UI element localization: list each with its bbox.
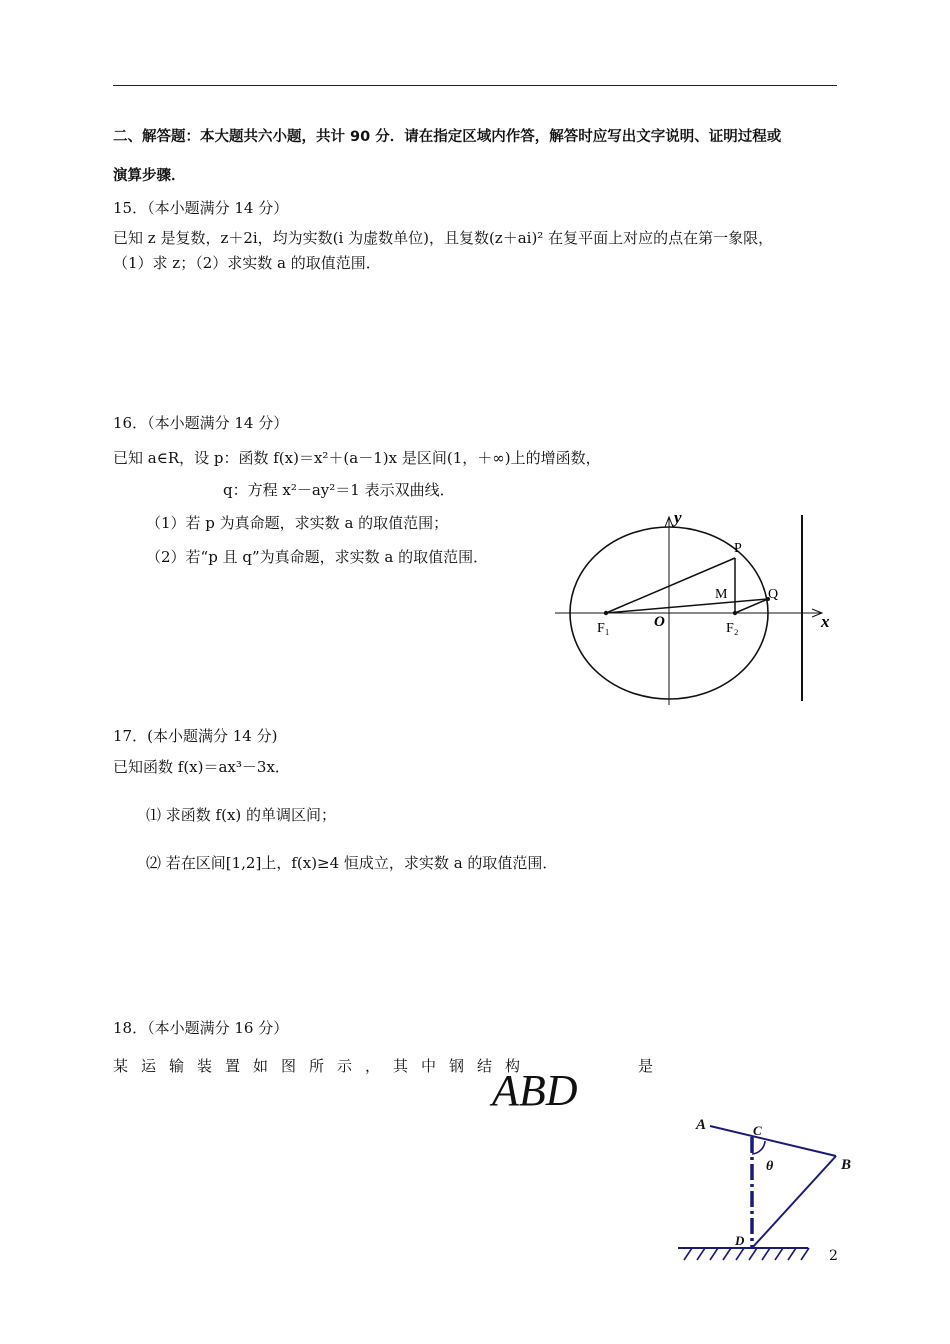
q15-line1: 已知 z 是复数，z＋2i，均为实数(i 为虚数单位)，且复数(z＋ai)² 在复平面上对应的点在第一象限， [113,229,774,247]
segment-BD [752,1156,836,1248]
q16-line3: （1）若 p 为真命题，求实数 a 的取值范围； [146,514,449,532]
abd-label: ABD [492,1066,578,1115]
q17-line1: 已知函数 f(x)＝ax³－3x． [113,758,290,776]
label-x: x [821,612,830,631]
section-heading-line1: 二、解答题：本大题共六小题，共计 90 分．请在指定区域内作答，解答时应写出文字说明、证明过程或 [113,129,782,145]
label-C: C [753,1123,762,1138]
point-F2 [733,611,737,615]
label-F2: F₂ [726,621,739,636]
q17-line3: ⑵ 若在区间[1,2]上，f(x)≥4 恒成立，求实数 a 的取值范围． [146,854,558,872]
transport-device-figure [672,1110,872,1270]
segment-F1Q [606,599,768,613]
page-number: 2 [829,1248,838,1264]
ellipse-figure [550,505,840,705]
point-F1 [604,611,608,615]
label-D: D [735,1233,745,1248]
ground-hatching [684,1248,809,1260]
q16-line4: （2）若“p 且 q”为真命题，求实数 a 的取值范围． [146,548,489,566]
label-M: M [715,587,728,602]
segment-F1P [606,558,735,613]
label-origin: O [654,614,665,630]
label-theta: θ [766,1159,774,1174]
section-heading-line2: 演算步骤． [113,168,186,184]
q15-header: 15．（本小题满分 14 分） [113,199,289,217]
q18-line1: 某运输装置如图所示，其中钢结构 [113,1057,534,1075]
angle-theta-arc [752,1141,765,1154]
label-F1: F₁ [597,621,610,636]
q18-header: 18．（本小题满分 16 分） [113,1019,289,1037]
label-Q: Q [768,587,779,602]
q17-header: 17．(本小题满分 14 分) [113,727,278,745]
label-y: y [674,508,682,527]
header-rule [113,85,837,86]
label-A: A [696,1117,707,1133]
q16-line2: q：方程 x²－ay²＝1 表示双曲线． [223,481,455,499]
q16-header: 16．（本小题满分 14 分） [113,414,289,432]
q17-line2: ⑴ 求函数 f(x) 的单调区间； [146,806,337,824]
q16-line1: 已知 a∈R，设 p：函数 f(x)＝x²＋(a－1)x 是区间(1，＋∞)上的增函数， [113,449,601,467]
label-P: P [734,541,742,556]
segment-AB [710,1126,836,1156]
q15-line2: （1）求 z；（2）求实数 a 的取值范围． [113,254,381,272]
q18-line1-end: 是 [638,1057,654,1075]
label-B: B [841,1157,852,1173]
